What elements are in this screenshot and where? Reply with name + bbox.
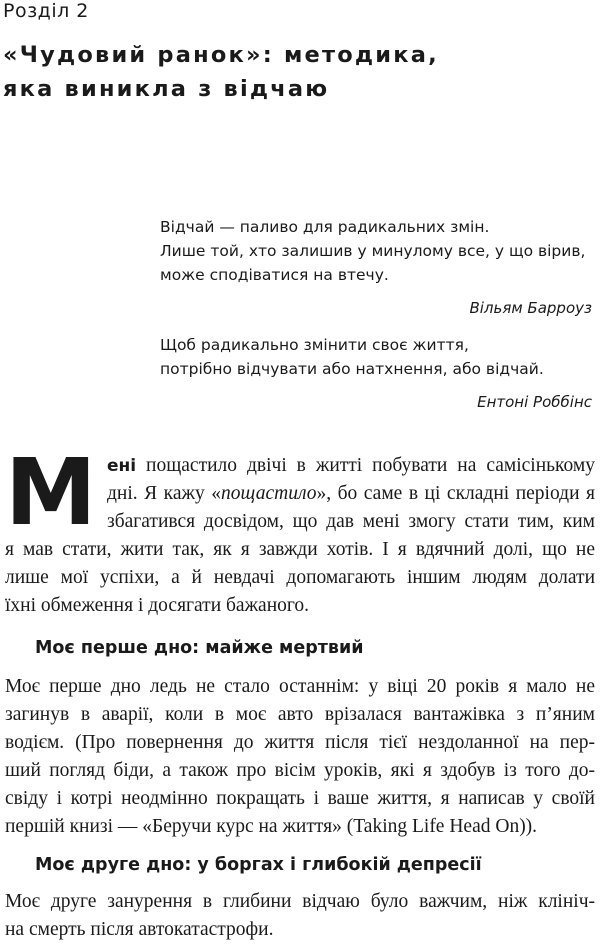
- body-line: [107, 452, 595, 480]
- body-line: збагатився досвідом, що дав мені змогу стати тим, ким: [107, 511, 595, 532]
- epigraph-line: Щоб радикально змінити своє життя,: [160, 336, 469, 354]
- epigraph-line: Відчай — паливо для радикальних змін.: [160, 218, 490, 236]
- chapter-label: Розділ 2: [3, 0, 89, 22]
- epigraph: [160, 215, 596, 319]
- section-paragraph: [5, 673, 595, 841]
- body-text: дні. Я кажу «: [107, 483, 222, 504]
- epigraph-author: Ентоні Роббінс: [477, 393, 592, 411]
- body-line: загинув в аварії, коли в моє авто врізалася вантажівка з п’яним: [5, 704, 595, 725]
- chapter-title: [3, 38, 439, 106]
- body-text: пощастило двічі в житті побувати на самісінькому: [136, 455, 595, 476]
- intro-paragraph-top: [107, 452, 595, 536]
- body-line: Моє перше дно ледь не стало останнім: у віці 20 років я мало не: [5, 676, 595, 697]
- lead-in-text: ені: [107, 456, 137, 476]
- body-line: першій книзі — «Беручи курс на життя» (Taking Life Head On)).: [5, 816, 538, 837]
- emphasis-text: пощастило: [221, 483, 317, 504]
- drop-cap: М: [5, 439, 97, 546]
- body-line: я мав стати, жити так, як я завжди хотів. І я вдячний долі, що не: [5, 539, 595, 560]
- epigraph-line: Лише той, хто залишив у минулому все, у що вірив,: [160, 242, 586, 260]
- chapter-title-line: яка виникла з відчаю: [3, 76, 330, 102]
- body-line: їхні обмеження і досягати бажаного.: [5, 595, 310, 616]
- epigraph-line: потрібно відчувати або натхнення, або відчай.: [160, 360, 544, 378]
- section-paragraph: [5, 888, 595, 944]
- body-line: лише мої успіхи, а й невдачі допомагають іншим людям долати: [5, 567, 595, 588]
- body-text: », бо саме в ці складні періоди я: [316, 483, 596, 504]
- chapter-title-line: «Чудовий ранок»: методика,: [3, 42, 439, 68]
- epigraph-line: може сподіватися на втечу.: [160, 266, 389, 284]
- epigraph: [160, 333, 596, 413]
- body-line: Моє друге занурення в глибини відчаю було важчим, ніж клініч-: [5, 891, 595, 912]
- intro-paragraph-rest: [5, 536, 595, 620]
- section-heading: Моє друге дно: у боргах і глибокій депресії: [35, 855, 482, 875]
- body-line: водієм. (Про повернення до життя після тієї нездоланної на пер-: [5, 732, 595, 753]
- body-line: ший погляд біди, а також про вісім уроків, які я здобув із того до-: [5, 760, 595, 781]
- body-line: свіду і котрі неодмінно покращать і ваше життя, я написав у своїй: [5, 788, 595, 809]
- body-line: [107, 480, 595, 508]
- body-line: на смерть після автокатастрофи.: [5, 919, 274, 940]
- epigraph-author: Вільям Барроуз: [469, 299, 592, 317]
- section-heading: Моє перше дно: майже мертвий: [35, 638, 364, 658]
